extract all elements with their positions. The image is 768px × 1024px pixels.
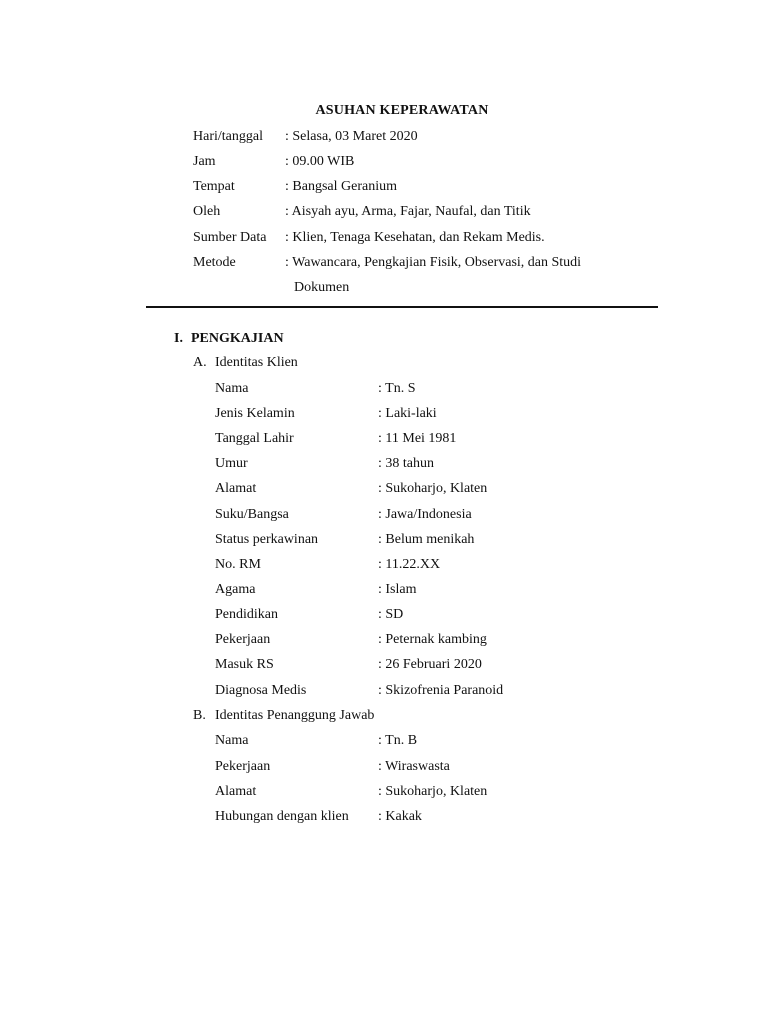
field-label: Nama — [215, 381, 249, 396]
header-label: Jam — [193, 154, 216, 169]
field-value: : SD — [378, 607, 404, 622]
field-label: Hubungan dengan klien — [215, 809, 349, 824]
field-label: Tanggal Lahir — [215, 431, 294, 446]
field-label: Pekerjaan — [215, 632, 271, 647]
header-label: Tempat — [193, 179, 235, 194]
field-label: Diagnosa Medis — [215, 683, 307, 698]
subsection-title: Identitas Penanggung Jawab — [215, 708, 375, 723]
header-label: Oleh — [193, 204, 221, 219]
subsection-heading-a — [193, 353, 298, 373]
field-value: : Tn. B — [378, 733, 418, 748]
field-label: Nama — [215, 733, 249, 748]
subsection-letter: A. — [193, 355, 207, 370]
field-value: : Jawa/Indonesia — [378, 507, 472, 522]
field-label: Suku/Bangsa — [215, 507, 289, 522]
field-value: : 11 Mei 1981 — [378, 431, 457, 446]
field-value: : Belum menikah — [378, 532, 475, 547]
horizontal-rule — [146, 306, 658, 308]
header-value: : Wawancara, Pengkajian Fisik, Observasi, dan Studi — [285, 255, 582, 270]
field-value: : Kakak — [378, 809, 422, 824]
field-value: : 11.22.XX — [378, 557, 441, 572]
field-label: Alamat — [215, 784, 257, 799]
section-title: PENGKAJIAN — [191, 331, 284, 346]
field-label: No. RM — [215, 557, 261, 572]
header-value: : 09.00 WIB — [285, 154, 355, 169]
header-value: : Aisyah ayu, Arma, Fajar, Naufal, dan Titik — [285, 204, 531, 219]
field-value: : Laki-laki — [378, 406, 437, 421]
field-value: : 38 tahun — [378, 456, 434, 471]
field-value: : Peternak kambing — [378, 632, 487, 647]
field-value: : Sukoharjo, Klaten — [378, 481, 488, 496]
subsection-title: Identitas Klien — [215, 355, 298, 370]
header-label: Metode — [193, 255, 236, 270]
header-value-continuation: Dokumen — [294, 280, 350, 295]
section-number: I. — [174, 331, 183, 346]
field-label: Agama — [215, 582, 256, 597]
subsection-letter: B. — [193, 708, 206, 723]
document-title: ASUHAN KEPERAWATAN — [315, 103, 489, 118]
field-label: Umur — [215, 456, 248, 471]
field-value: : Wiraswasta — [378, 759, 450, 774]
header-value: : Klien, Tenaga Kesehatan, dan Rekam Medis. — [285, 230, 545, 245]
header-label: Hari/tanggal — [193, 129, 263, 144]
field-label: Pekerjaan — [215, 759, 271, 774]
field-value: : Islam — [378, 582, 417, 597]
header-value: : Selasa, 03 Maret 2020 — [285, 129, 418, 144]
field-label: Pendidikan — [215, 607, 278, 622]
subsection-heading-b — [193, 706, 374, 726]
header-value: : Bangsal Geranium — [285, 179, 397, 194]
field-value: : Sukoharjo, Klaten — [378, 784, 488, 799]
field-value: : Skizofrenia Paranoid — [378, 683, 504, 698]
field-value: : 26 Februari 2020 — [378, 657, 482, 672]
field-label: Status perkawinan — [215, 532, 319, 547]
section-heading — [174, 329, 284, 349]
field-label: Jenis Kelamin — [215, 406, 295, 421]
field-value: : Tn. S — [378, 381, 416, 396]
header-label: Sumber Data — [193, 230, 267, 245]
field-label: Alamat — [215, 481, 257, 496]
field-label: Masuk RS — [215, 657, 274, 672]
